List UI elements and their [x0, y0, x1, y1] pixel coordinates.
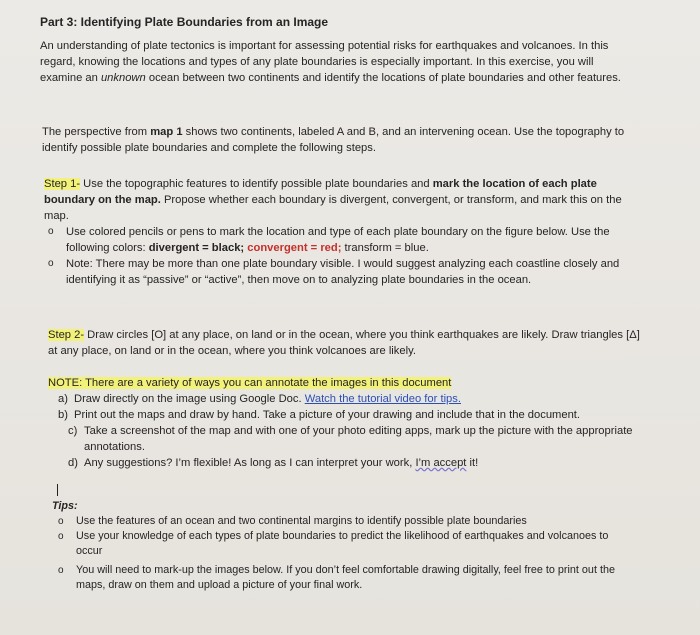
spellcheck-underlined-text: I’m accept: [415, 457, 467, 469]
step2-text: Draw circles [O] at any place, on land or in the ocean, where you think earthquakes are likely. Draw triangles [Δ] at any place, on land or in the ocean, where you think volcanoes are likely.: [48, 329, 640, 357]
intro-emphasis: unknown: [100, 72, 146, 84]
step2-paragraph: [48, 327, 640, 359]
convergent-color: convergent = red;: [247, 242, 342, 254]
item-text-end: it!: [466, 457, 479, 469]
item-letter: a): [58, 393, 68, 405]
step2-label: Step 2-: [48, 329, 85, 341]
item-text: Take a screenshot of the map and with one of your photo editing apps, mark up the picture with the appropriate annotations.: [84, 425, 633, 453]
note-heading: [48, 375, 642, 391]
item-letter: d): [68, 457, 78, 469]
item-text: Print out the maps and draw by hand. Take a picture of your drawing and include that in the document.: [74, 409, 581, 421]
tips-section: [52, 499, 624, 593]
list-item: o Note: There may be more than one plate boundary visible. I would suggest analyzing each coastline closely and identifying it as “passive” or “active”, then move on to analyzing plate boundaries in the ocean.: [44, 256, 640, 288]
list-item: o You will need to mark-up the images below. If you don’t feel comfortable drawing digitally, feel free to print out the maps, draw on them and upload a picture of your final work.: [54, 563, 624, 593]
step1-bullets: [44, 224, 640, 288]
transform-color: transform = blue.: [341, 242, 429, 254]
list-item: o Use your knowledge of each types of plate boundaries to predict the likelihood of earthquakes and volcanoes to occur: [54, 529, 624, 559]
item-letter: c): [68, 425, 78, 437]
text-cursor: [57, 484, 58, 496]
perspective-text: The perspective from: [42, 126, 151, 138]
note-heading-text: NOTE: There are a variety of ways you can annotate the images in this document: [48, 377, 452, 389]
step1-bold-text: mark the location of each plate boundary on the map.: [44, 178, 597, 206]
tips-heading: Tips:: [52, 500, 78, 512]
intro-paragraph: [40, 38, 638, 86]
list-item: [58, 407, 642, 423]
step1-text-end: Propose whether each boundary is divergent, convergent, or transform, and mark this on the map.: [44, 194, 622, 222]
list-item: [58, 391, 642, 407]
list-item: o Use the features of an ocean and two continental margins to identify possible plate boundaries: [54, 514, 624, 529]
step1-label: Step 1-: [44, 178, 81, 190]
note-list: [58, 391, 642, 471]
tutorial-video-link[interactable]: Watch the tutorial video for tips.: [304, 393, 461, 405]
tips-list: [54, 514, 624, 593]
map-reference: map 1: [150, 126, 183, 138]
item-text: Draw directly on the image using Google Doc.: [74, 393, 305, 405]
note-section: [48, 375, 642, 471]
step1-section: [44, 176, 640, 288]
step1-paragraph: [44, 176, 640, 224]
item-text: Any suggestions? I’m flexible! As long as I can interpret your work,: [84, 457, 416, 469]
list-item: [68, 423, 642, 455]
list-item: [68, 455, 642, 471]
intro-text: An understanding of plate tectonics is important for assessing potential risks for earthquakes and volcanoes. In this regard, knowing the locations and types of any plate boundaries is especially important. In this exercise, you will examine an: [40, 40, 609, 84]
perspective-text-end: shows two continents, labeled A and B, and an intervening ocean. Use the topography to identify possible plate boundaries and complete the following steps.: [42, 126, 625, 154]
page-title: Part 3: Identifying Plate Boundaries from an Image: [40, 15, 329, 29]
bullet-text: Use colored pencils or pens to mark the location and type of each plate boundary on the figure below. Use the following colors:: [66, 226, 610, 254]
intro-text-end: ocean between two continents and identify the locations of plate boundaries and other features.: [145, 72, 621, 84]
item-letter: b): [58, 409, 68, 421]
list-item: [44, 224, 640, 256]
step1-text: Use the topographic features to identify possible plate boundaries and: [80, 178, 433, 190]
divergent-color: divergent = black;: [148, 242, 245, 254]
perspective-paragraph: [42, 124, 638, 156]
